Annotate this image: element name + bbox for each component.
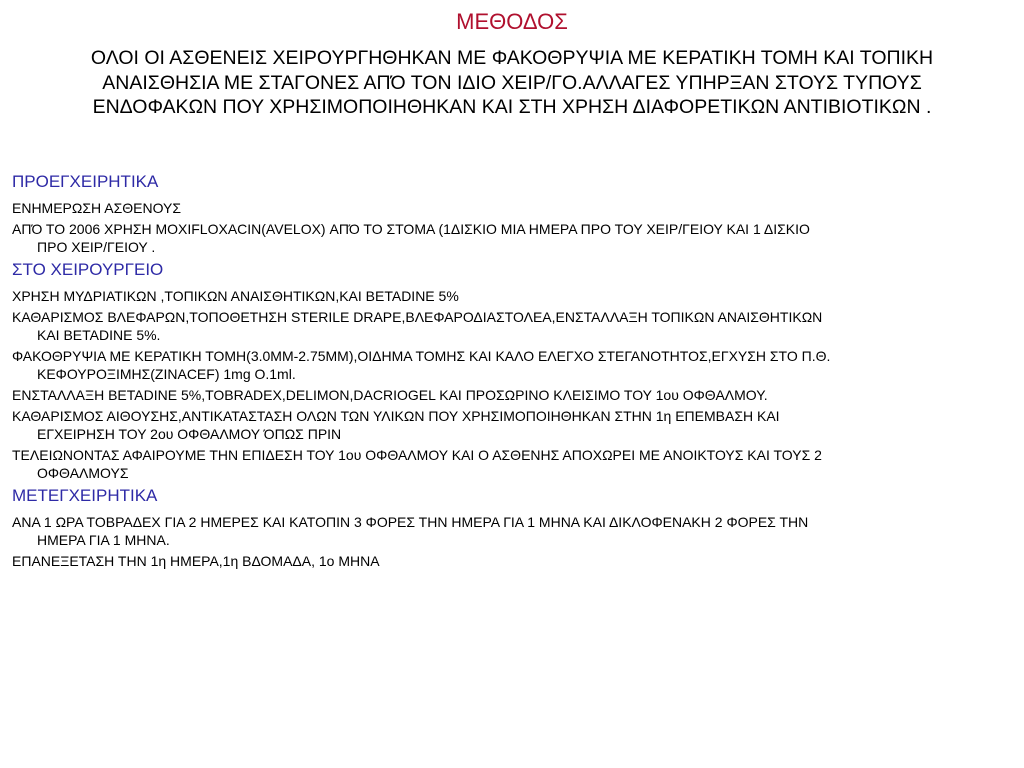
section-heading-postop: ΜΕΤΕΓΧΕΙΡΗΤΙΚΑ bbox=[12, 486, 158, 505]
surgery-item: ΤΕΛΕΙΩΝΟΝΤΑΣ ΑΦΑΙΡΟΥΜΕ ΤΗΝ ΕΠΙΔΕΣΗ ΤΟΥ 1ου ΟΦΘΑΛΜΟΥ ΚΑΙ Ο ΑΣΘΕΝΗΣ ΑΠΟΧΩΡΕΙ ΜΕ ΑΝΟΙΚΤΟΥΣ ΚΑΙ ΤΟΥΣ 2 ΟΦΘΑΛΜΟΥΣ bbox=[12, 447, 822, 481]
surgery-item: ΚΑΘΑΡΙΣΜΟΣ ΒΛΕΦΑΡΩΝ,ΤΟΠΟΘΕΤΗΣΗ STERILE DRAPE,ΒΛΕΦΑΡΟΔΙΑΣΤΟΛΕΑ,ΕΝΣΤΑΛΛΑΞΗ ΤΟΠΙΚΩΝ ΑΝΑΙΣΘΗΤΙΚΩΝ ΚΑΙ BETADINE 5%. bbox=[12, 309, 823, 343]
section-heading-preop: ΠΡΟΕΓΧΕΙΡΗΤΙΚΑ bbox=[12, 172, 159, 191]
intro-paragraph: ΟΛΟΙ ΟΙ ΑΣΘΕΝΕΙΣ ΧΕΙΡΟΥΡΓΗΘΗΚΑΝ ΜΕ ΦΑΚΟΘΡΥΨΙΑ ΜΕ ΚΕΡΑΤΙΚΗ ΤΟΜΗ ΚΑΙ ΤΟΠΙΚΗ ΑΝΑΙΣΘΗΣΙΑ ΜΕ ΣΤΑΓΟΝΕΣ ΑΠΌ ΤΟΝ ΙΔΙΟ ΧΕΙΡ/ΓΟ.ΑΛΛΑΓΕΣ ΥΠΗΡΞΑΝ ΣΤΟΥΣ ΤΥΠΟΥΣ ΕΝΔΟΦΑΚΩΝ ΠΟΥ ΧΡΗΣΙΜΟΠΟΙΗΘΗΚΑΝ ΚΑΙ ΣΤΗ ΧΡΗΣΗ ΔΙΑΦΟΡΕΤΙΚΩΝ ΑΝΤΙΒΙΟΤΙΚΩΝ . bbox=[90, 47, 934, 118]
postop-item: ΕΠΑΝΕΞΕΤΑΣΗ ΤΗΝ 1η ΗΜΕΡΑ,1η ΒΔΟΜΑΔΑ, 1ο ΜΗΝΑ bbox=[12, 553, 380, 569]
preop-item: ΕΝΗΜΕΡΩΣΗ ΑΣΘΕΝΟΥΣ bbox=[12, 200, 182, 216]
section-heading-surgery: ΣΤΟ ΧΕΙΡΟΥΡΓΕΙΟ bbox=[12, 260, 164, 279]
content-body bbox=[12, 172, 1012, 573]
preop-item: ΑΠΌ ΤΟ 2006 ΧΡΗΣΗ MOXIFLOXACIN(AVELOX) ΑΠΌ ΤΟ ΣΤΟΜΑ (1ΔΙΣΚΙΟ ΜΙΑ ΗΜΕΡΑ ΠΡΟ ΤΟΥ ΧΕΙΡ/ΓΕΙΟΥ ΚΑΙ 1 ΔΙΣΚΙΟ ΠΡΟ ΧΕΙΡ/ΓΕΙΟΥ . bbox=[12, 221, 810, 255]
surgery-item: ΧΡΗΣΗ ΜΥΔΡΙΑΤΙΚΩΝ ,ΤΟΠΙΚΩΝ ΑΝΑΙΣΘΗΤΙΚΩΝ,ΚΑΙ BETADINE 5% bbox=[12, 288, 459, 304]
surgery-item: ΚΑΘΑΡΙΣΜΟΣ ΑΙΘΟΥΣΗΣ,ΑΝΤΙΚΑΤΑΣΤΑΣΗ ΟΛΩΝ ΤΩΝ ΥΛΙΚΩΝ ΠΟΥ ΧΡΗΣΙΜΟΠΟΙΗΘΗΚΑΝ ΣΤΗΝ 1η ΕΠΕΜΒΑΣΗ ΚΑΙ ΕΓΧΕΙΡΗΣΗ ΤΟΥ 2ου ΟΦΘΑΛΜΟΥ ΌΠΩΣ ΠΡΙΝ bbox=[12, 408, 780, 442]
postop-item: ΑΝΑ 1 ΩΡΑ ΤΟΒΡΑΔΕΧ ΓΙΑ 2 ΗΜΕΡΕΣ ΚΑΙ ΚΑΤΟΠΙΝ 3 ΦΟΡΕΣ ΤΗΝ ΗΜΕΡΑ ΓΙΑ 1 ΜΗΝΑ ΚΑΙ ΔΙΚΛΟΦΕΝΑΚΗ 2 ΦΟΡΕΣ ΤΗΝ ΗΜΕΡΑ ΓΙΑ 1 ΜΗΝΑ. bbox=[12, 514, 809, 548]
surgery-item: ΦΑΚΟΘΡΥΨΙΑ ΜΕ ΚΕΡΑΤΙΚΗ ΤΟΜΗ(3.0ΜΜ-2.75ΜΜ),ΟΙΔΗΜΑ ΤΟΜΗΣ ΚΑΙ ΚΑΛΟ ΕΛΕΓΧΟ ΣΤΕΓΑΝΟΤΗΤΟΣ,ΕΓΧΥΣΗ ΣΤΟ Π.Θ. ΚΕΦΟΥΡΟΞΙΜΗΣ(ZINACEF) 1mg O.1ml. bbox=[12, 348, 831, 382]
surgery-item: ΕΝΣΤΑΛΛΑΞΗ BETADINE 5%,TOBRADEX,DELIMON,DACRIOGEL ΚΑΙ ΠΡΟΣΩΡΙΝΟ ΚΛΕΙΣΙΜΟ ΤΟΥ 1ου ΟΦΘΑΛΜΟΥ. bbox=[12, 387, 768, 403]
page-title: ΜΕΘΟΔΟΣ bbox=[456, 9, 568, 34]
